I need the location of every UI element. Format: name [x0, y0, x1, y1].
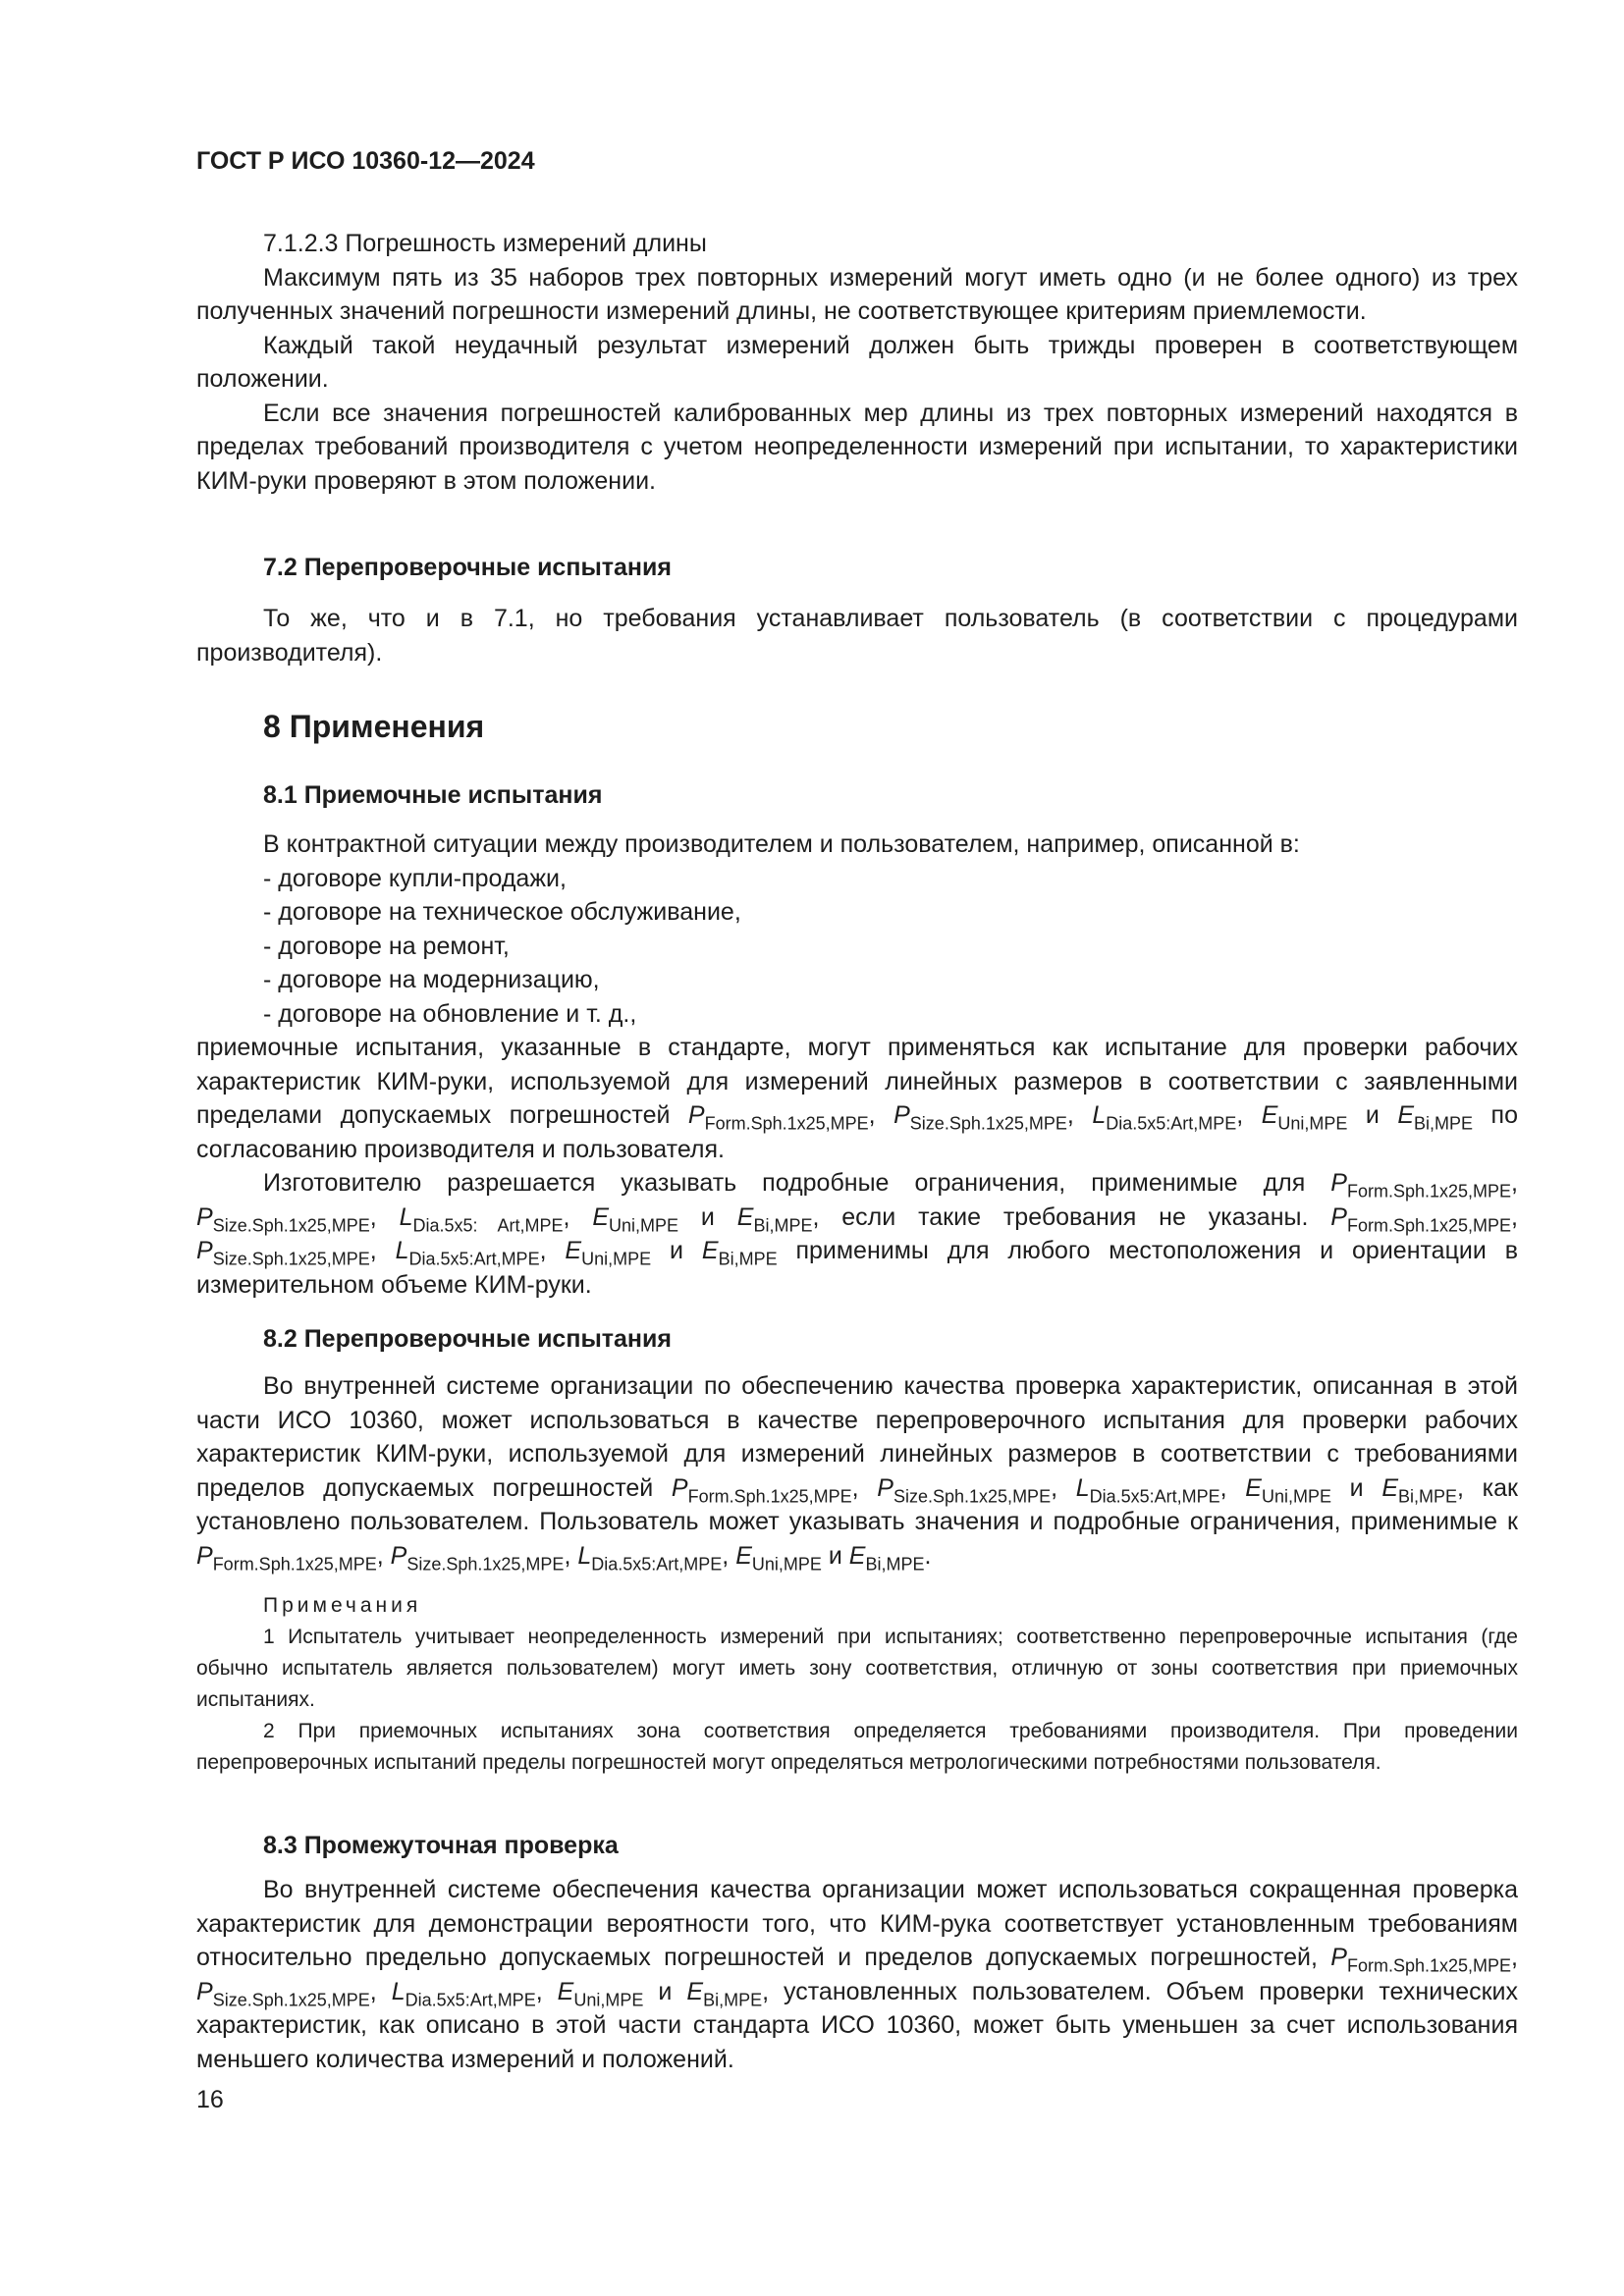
- text-run: и: [821, 1541, 849, 1570]
- text-run: и: [1330, 1473, 1382, 1502]
- symbol: [1261, 1101, 1348, 1134]
- text-run: приемочные испытания, указанные в стандарте, могут применяться как испытание для проверки рабочих характеристик КИМ-руки, используемой для измерений линейных размеров в соответствии с заявленными пределами допускаемых погрешностей: [196, 1034, 1518, 1129]
- section-7-1-2-3: [196, 227, 1518, 498]
- text-run: ,: [868, 1101, 894, 1129]
- paragraph: В контрактной ситуации между производителем и пользователем, например, описанной в:: [263, 830, 1300, 858]
- symbol-subscript: Dia.5x5:Art,MPE: [591, 1553, 723, 1574]
- text-run: применимы для любого местоположения и ориентации в измерительном объеме КИМ-руки.: [196, 1237, 1518, 1299]
- text-run: ,: [851, 1473, 878, 1502]
- text-run: Во внутренней системе обеспечения качества организации может использоваться сокращенная проверка характеристик для демонстрации вероятности того, что КИМ-рука соответствует установленным требованиям относительно предельно допускаемых погрешностей и пределов допускаемых погрешностей,: [196, 1876, 1518, 1971]
- text-run: ,: [564, 1541, 578, 1570]
- symbol-subscript: Form.Sph.1x25,MPE: [687, 1485, 852, 1506]
- text-run: ,: [1236, 1101, 1262, 1129]
- text-run: ,: [1219, 1473, 1246, 1502]
- symbol-subscript: Dia.5x5:Art,MPE: [405, 1989, 536, 2009]
- symbol-letter: P: [671, 1473, 688, 1502]
- text-run: , установленных пользователем. Объем проверки технических характеристик, как описано в этой части стандарта ИСО 10360, может быть уменьшен за счет использования меньшего количества измерений и положений.: [196, 1977, 1519, 2073]
- text-run: ,: [369, 1237, 396, 1264]
- symbol-letter: E: [592, 1202, 610, 1231]
- symbol-letter: P: [196, 1237, 213, 1264]
- symbol-letter: L: [577, 1541, 592, 1570]
- symbol: [893, 1101, 1067, 1134]
- symbol-subscript: Uni,MPE: [1261, 1485, 1331, 1506]
- chapter-heading-8: 8 Применения: [263, 709, 485, 744]
- paragraph: [196, 1166, 1518, 1302]
- symbol-letter: P: [390, 1541, 407, 1570]
- symbol: [701, 1237, 778, 1269]
- symbol-subscript: Form.Sph.1x25,MPE: [1346, 1955, 1512, 1976]
- symbol: [1397, 1101, 1474, 1134]
- symbol: [1330, 1169, 1512, 1201]
- text-run: ,: [722, 1541, 736, 1570]
- list-item: - договоре купли-продажи,: [263, 864, 567, 892]
- symbol: [686, 1977, 763, 2009]
- symbol: [196, 1977, 370, 2009]
- symbol-subscript: Uni,MPE: [609, 1214, 679, 1235]
- symbol: [565, 1237, 652, 1269]
- text-run: и: [643, 1977, 687, 2005]
- symbol-subscript: Form.Sph.1x25,MPE: [704, 1113, 869, 1134]
- symbol-letter: E: [565, 1237, 582, 1264]
- symbol: [1245, 1473, 1331, 1506]
- paragraph: [196, 1031, 1518, 1166]
- symbol-subscript: Size.Sph.1x25,MPE: [406, 1553, 565, 1574]
- symbol-subscript: Form.Sph.1x25,MPE: [212, 1553, 377, 1574]
- text-run: .: [924, 1541, 932, 1570]
- symbol: [736, 1202, 813, 1235]
- symbol-subscript: Uni,MPE: [1277, 1113, 1348, 1134]
- text-run: ,: [376, 1541, 391, 1570]
- text-run: Изготовителю разрешается указывать подробные ограничения, применимые для: [263, 1169, 1331, 1197]
- symbol-subscript: Size.Sph.1x25,MPE: [212, 1989, 370, 2009]
- text-run: по согласованию производителя и пользователя.: [196, 1101, 1518, 1163]
- symbol: [1092, 1101, 1237, 1134]
- symbol: [1330, 1944, 1512, 1976]
- list-item: - договоре на обновление и т. д.,: [263, 999, 637, 1028]
- list-item: - договоре на техническое обслуживание,: [263, 898, 741, 926]
- text-run: ,: [1051, 1473, 1076, 1502]
- symbol-letter: E: [736, 1202, 754, 1231]
- text-run: ,: [563, 1202, 593, 1231]
- symbol: [577, 1541, 723, 1574]
- section-heading-8-3: 8.3 Промежуточная проверка: [263, 1832, 619, 1859]
- document-header: ГОСТ Р ИСО 10360-12—2024: [196, 147, 535, 175]
- section-8-1-body: [196, 828, 1518, 1302]
- symbol-subscript: Size.Sph.1x25,MPE: [212, 1214, 370, 1235]
- symbol-letter: E: [1381, 1473, 1398, 1502]
- paragraph: То же, что и в 7.1, но требования устанавливает пользователь (в соответствии с процедурами производителя).: [196, 605, 1518, 667]
- paragraph: [196, 1873, 1518, 2076]
- notes-title: Примечания: [263, 1594, 422, 1617]
- section-title: 7.1.2.3 Погрешность измерений длины: [263, 230, 707, 257]
- symbol-subscript: Bi,MPE: [1414, 1113, 1474, 1134]
- symbol-letter: P: [196, 1541, 213, 1570]
- note: 1 Испытатель учитывает неопределенность измерений при испытаниях; соответственно перепроверочные испытания (где обычно испытатель является пользователем) могут иметь зону соответствия, отличную от зоны соответствия при приемочных испытаниях.: [196, 1626, 1518, 1711]
- symbol-letter: E: [1261, 1101, 1278, 1129]
- symbol: [395, 1237, 540, 1269]
- text-run: ,: [369, 1977, 392, 2005]
- symbol-letter: P: [1330, 1202, 1347, 1231]
- note: 2 При приемочных испытаниях зона соответствия определяется требованиями производителя. При проведении перепроверочных испытаний пределы погрешностей могут определяться метрологическими потребностями пользователя.: [196, 1720, 1518, 1774]
- paragraph: Каждый такой неудачный результат измерений должен быть трижды проверен в соответствующем положении.: [196, 331, 1518, 393]
- symbol: [557, 1977, 644, 2009]
- text-run: , как установлено пользователем. Пользователь может указывать значения и подробные ограничения, применимые к: [196, 1473, 1518, 1535]
- symbol: [196, 1237, 370, 1269]
- symbol: [735, 1541, 822, 1574]
- symbol-letter: E: [1245, 1473, 1262, 1502]
- symbol-letter: L: [1092, 1101, 1107, 1129]
- symbol-letter: E: [686, 1977, 704, 2005]
- symbol-letter: P: [687, 1101, 705, 1129]
- symbol-letter: P: [893, 1101, 910, 1129]
- paragraph: Если все значения погрешностей калиброванных мер длины из трех повторных измерений находятся в пределах требований производителя с учетом неопределенности измерений при испытании, то характеристики КИМ-руки проверяют в этом положении.: [196, 399, 1518, 495]
- symbol-letter: L: [391, 1977, 406, 2005]
- symbol-subscript: Form.Sph.1x25,MPE: [1346, 1181, 1512, 1201]
- symbol-letter: P: [196, 1202, 213, 1231]
- text-run: ,: [1511, 1169, 1518, 1197]
- text-run: ,: [1511, 1202, 1518, 1231]
- paragraph: Максимум пять из 35 наборов трех повторных измерений могут иметь одно (и не более одного) из трех полученных значений погрешности измерений длины, не соответствующее критериям приемлемости.: [196, 263, 1518, 325]
- symbol-subscript: Bi,MPE: [753, 1214, 813, 1235]
- symbol-subscript: Dia.5x5:Art,MPE: [1089, 1485, 1220, 1506]
- symbol: [592, 1202, 679, 1235]
- text-run: ,: [1511, 1944, 1518, 1971]
- text-run: и: [651, 1237, 702, 1264]
- symbol-subscript: Form.Sph.1x25,MPE: [1346, 1214, 1512, 1235]
- symbol-subscript: Uni,MPE: [581, 1249, 652, 1269]
- symbol-subscript: Uni,MPE: [573, 1989, 644, 2009]
- text-run: ,: [539, 1237, 566, 1264]
- text-run: и: [1347, 1101, 1398, 1129]
- text-run: и: [678, 1202, 737, 1231]
- list-item: - договоре на модернизацию,: [263, 966, 600, 993]
- symbol-subscript: Dia.5x5:Art,MPE: [408, 1249, 540, 1269]
- symbol-letter: L: [1075, 1473, 1090, 1502]
- symbol: [399, 1202, 564, 1235]
- text-run: ,: [535, 1977, 558, 2005]
- symbol-subscript: Bi,MPE: [703, 1989, 763, 2009]
- text-run: Во внутренней системе организации по обеспечению качества проверка характеристик, описанная в этой части ИСО 10360, может использоваться в качестве перепроверочного испытания для проверки рабочих характеристик КИМ-руки, используемой для измерений линейных размеров в соответствии с требованиями пределов допускаемых погрешностей: [196, 1372, 1518, 1502]
- symbol-letter: E: [557, 1977, 574, 2005]
- notes: [196, 1590, 1518, 1779]
- symbol: [1381, 1473, 1458, 1506]
- symbol-subscript: Bi,MPE: [718, 1249, 778, 1269]
- symbol: [687, 1101, 869, 1134]
- symbol: [671, 1473, 852, 1506]
- text-run: ,: [1066, 1101, 1093, 1129]
- symbol-letter: P: [196, 1977, 213, 2005]
- symbol-letter: E: [1397, 1101, 1415, 1129]
- text-run: ,: [369, 1202, 400, 1231]
- symbol-letter: E: [848, 1541, 866, 1570]
- list-item: - договоре на ремонт,: [263, 932, 510, 960]
- section-heading-8-2: 8.2 Перепроверочные испытания: [263, 1325, 672, 1353]
- symbol-subscript: Dia.5x5: Art,MPE: [412, 1214, 564, 1235]
- symbol-letter: P: [1330, 1169, 1347, 1197]
- symbol-letter: P: [1330, 1944, 1347, 1971]
- symbol: [391, 1977, 536, 2009]
- symbol: [1330, 1202, 1512, 1235]
- symbol-letter: P: [877, 1473, 893, 1502]
- symbol: [196, 1202, 370, 1235]
- section-heading-7-2: 7.2 Перепроверочные испытания: [263, 554, 672, 581]
- symbol-letter: E: [735, 1541, 752, 1570]
- symbol: [196, 1541, 377, 1574]
- symbol: [848, 1541, 925, 1574]
- symbol: [390, 1541, 565, 1574]
- symbol-subscript: Size.Sph.1x25,MPE: [909, 1113, 1067, 1134]
- text-run: , если такие требования не указаны.: [812, 1202, 1331, 1231]
- page-number: 16: [196, 2086, 224, 2113]
- symbol-letter: L: [399, 1202, 413, 1231]
- symbol: [877, 1473, 1052, 1506]
- symbol: [1075, 1473, 1220, 1506]
- paragraph: [196, 1369, 1518, 1573]
- symbol-subscript: Size.Sph.1x25,MPE: [212, 1249, 370, 1269]
- symbol-subscript: Dia.5x5:Art,MPE: [1106, 1113, 1237, 1134]
- symbol-letter: L: [395, 1237, 409, 1264]
- symbol-subscript: Bi,MPE: [865, 1553, 925, 1574]
- section-heading-8-1: 8.1 Приемочные испытания: [263, 781, 603, 809]
- symbol-subscript: Size.Sph.1x25,MPE: [893, 1485, 1052, 1506]
- symbol-subscript: Bi,MPE: [1398, 1485, 1458, 1506]
- symbol-letter: E: [701, 1237, 719, 1264]
- symbol-subscript: Uni,MPE: [751, 1553, 822, 1574]
